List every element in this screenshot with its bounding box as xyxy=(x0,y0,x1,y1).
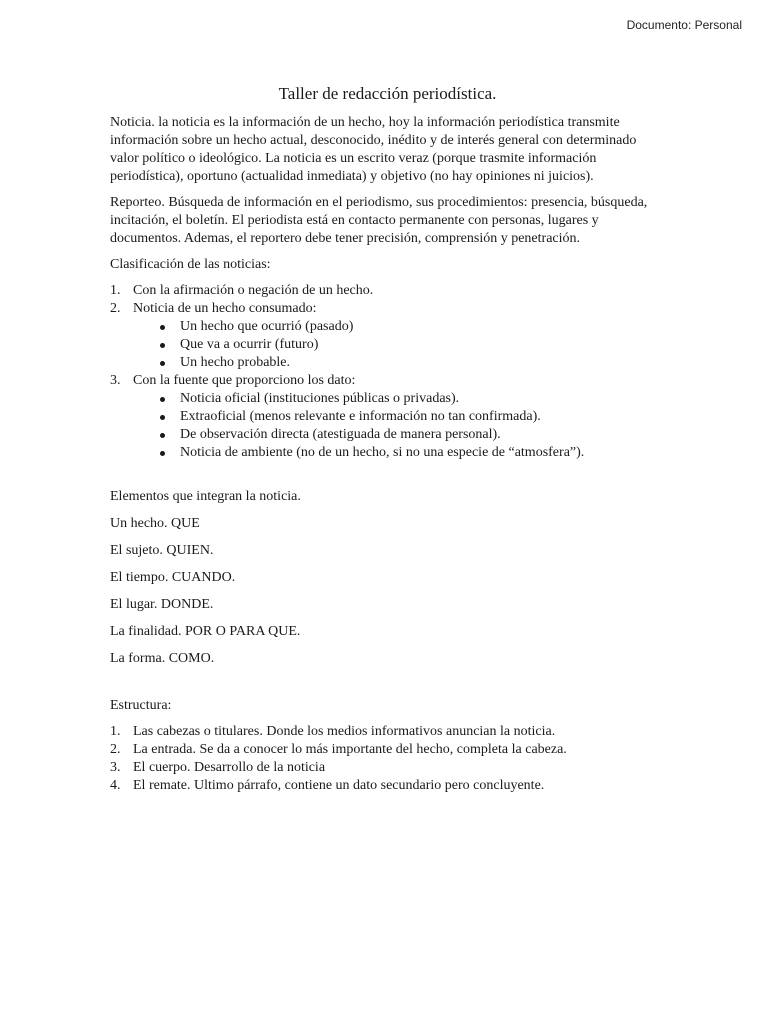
list-item xyxy=(110,723,665,741)
list-item-text: Las cabezas o titulares. Donde los medios informativos anuncian la noticia. xyxy=(133,724,556,739)
estructura-list xyxy=(110,723,665,795)
clasificacion-heading: Clasificación de las noticias: xyxy=(110,257,271,272)
list-item-text: Con la fuente que proporciono los dato: xyxy=(133,373,356,388)
list-item-text: Noticia de un hecho consumado: xyxy=(133,301,317,316)
spacer xyxy=(110,677,665,697)
list-number: 3. xyxy=(110,760,121,775)
sub-bullet-list xyxy=(110,390,665,462)
paragraph-reporteo: Reporteo. Búsqueda de información en el periodismo, sus procedimientos: presencia, búsqueda, incitación, el boletín. El periodista está en contacto permanente con personas, lugares y documentos. Ademas, el reportero debe tener precisión, comprensión y penetración. xyxy=(110,195,648,246)
list-item-text: Con la afirmación o negación de un hecho. xyxy=(133,283,374,298)
bullet-item: Un hecho que ocurrió (pasado) xyxy=(110,318,665,336)
list-item xyxy=(110,372,665,462)
list-item xyxy=(110,759,665,777)
list-item-text: El cuerpo. Desarrollo de la noticia xyxy=(133,760,326,775)
document-category-label: Documento: Personal xyxy=(626,18,742,32)
estructura-heading: Estructura: xyxy=(110,698,172,713)
elemento-item: Un hecho. QUE xyxy=(110,516,200,531)
document-title: Taller de redacción periodística. xyxy=(278,84,497,103)
list-item xyxy=(110,282,665,300)
list-item xyxy=(110,777,665,795)
elementos-heading: Elementos que integran la noticia. xyxy=(110,489,301,504)
list-item-text: La entrada. Se da a conocer lo más importante del hecho, completa la cabeza. xyxy=(133,742,567,757)
bullet-item: Noticia oficial (instituciones públicas o privadas). xyxy=(110,390,665,408)
document-page xyxy=(110,84,665,801)
elemento-item: La finalidad. POR O PARA QUE. xyxy=(110,624,301,639)
sub-bullet-list xyxy=(110,318,665,372)
list-number: 2. xyxy=(110,742,121,757)
list-number: 1. xyxy=(110,283,121,298)
list-number: 4. xyxy=(110,778,121,793)
list-item xyxy=(110,741,665,759)
list-number: 1. xyxy=(110,724,121,739)
elemento-item: La forma. COMO. xyxy=(110,651,215,666)
elemento-item: El tiempo. CUANDO. xyxy=(110,570,236,585)
elemento-item: El sujeto. QUIEN. xyxy=(110,543,214,558)
list-number: 2. xyxy=(110,301,121,316)
bullet-item: De observación directa (atestiguada de manera personal). xyxy=(110,426,665,444)
elementos-section xyxy=(110,488,665,668)
paragraph-noticia: Noticia. la noticia es la información de un hecho, hoy la información periodística transmite información sobre un hecho actual, desconocido, inédito y de interés general con determinado valor político o ideológico. La noticia es un escrito veraz (porque trasmite información periodística), oportuno (actualidad inmediata) y objetivo (no hay opiniones ni juicios). xyxy=(110,115,637,184)
bullet-item: Que va a ocurrir (futuro) xyxy=(110,336,665,354)
bullet-item: Extraoficial (menos relevante e información no tan confirmada). xyxy=(110,408,665,426)
list-item-text: El remate. Ultimo párrafo, contiene un dato secundario pero concluyente. xyxy=(133,778,545,793)
bullet-item: Un hecho probable. xyxy=(110,354,665,372)
list-item xyxy=(110,300,665,372)
elemento-item: El lugar. DONDE. xyxy=(110,597,214,612)
list-number: 3. xyxy=(110,373,121,388)
spacer xyxy=(110,468,665,488)
clasificacion-list xyxy=(110,282,665,462)
bullet-item: Noticia de ambiente (no de un hecho, si no una especie de “atmosfera”). xyxy=(110,444,665,462)
